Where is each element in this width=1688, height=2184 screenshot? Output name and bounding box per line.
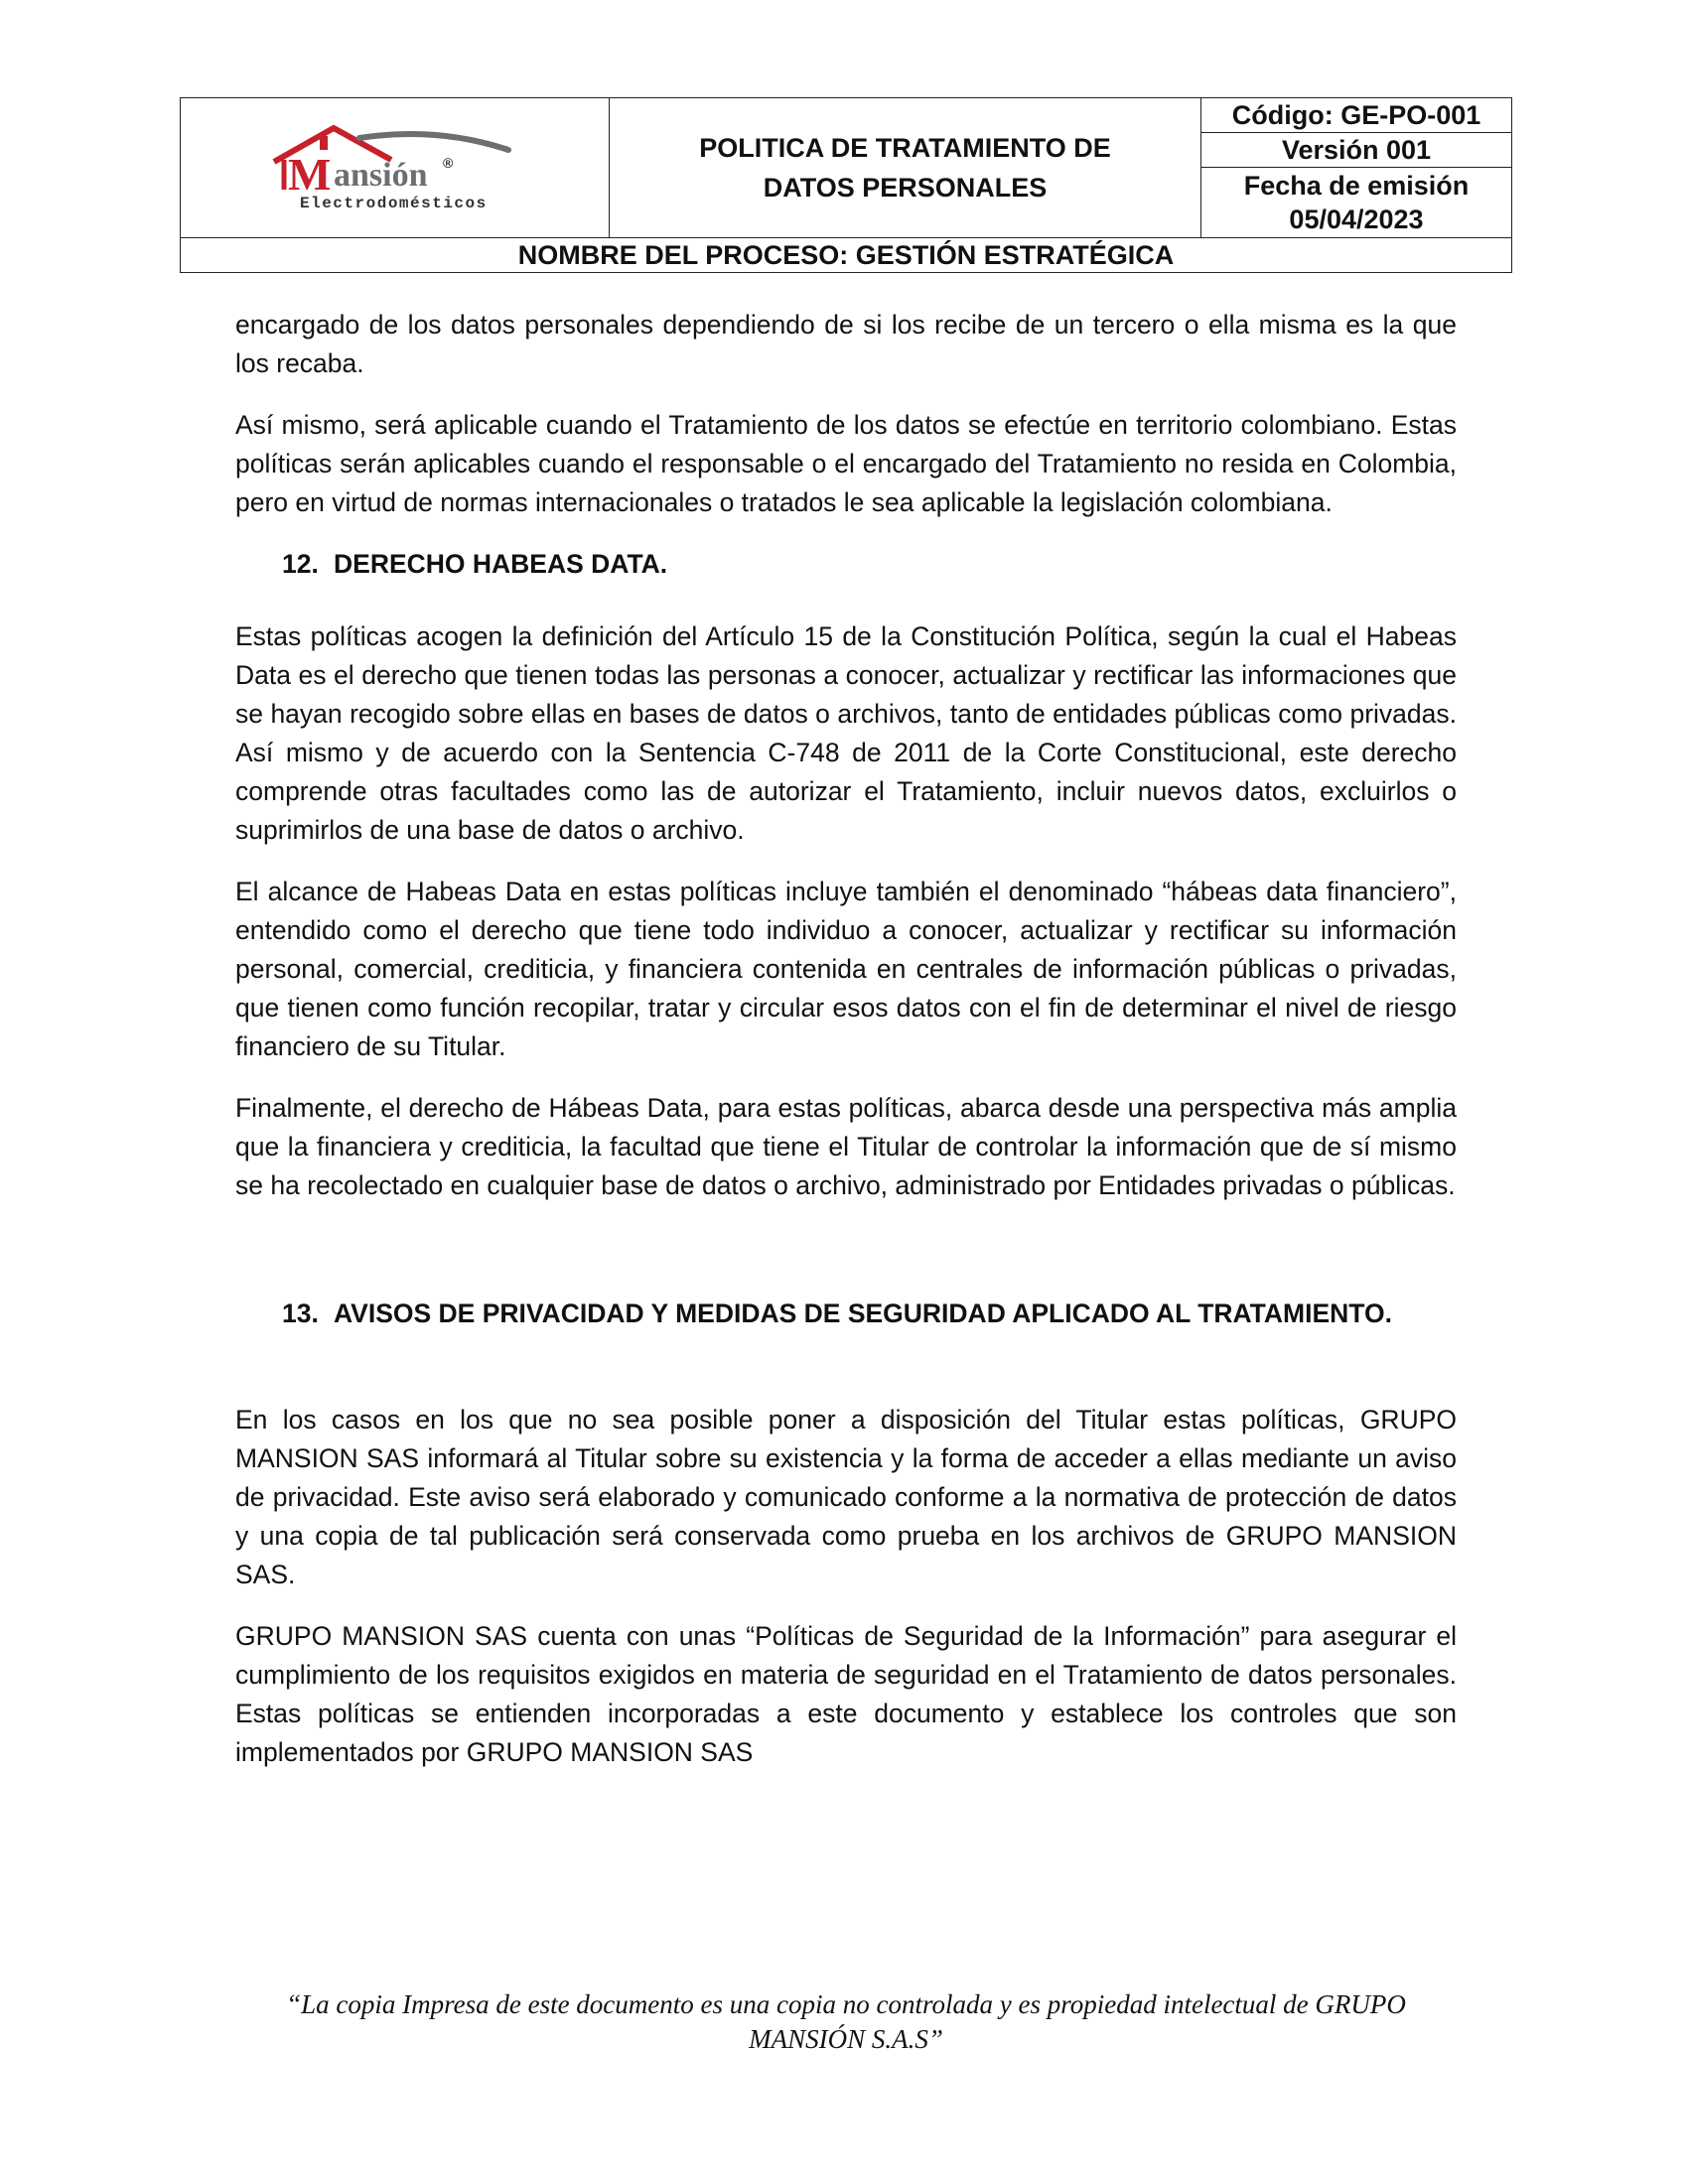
section-number: 13. [282,1298,319,1328]
company-logo-cell [181,98,610,237]
paragraph: Así mismo, será aplicable cuando el Tratamiento de los datos se efectúe en territorio colombiano. Estas políticas serán aplicables cuando el responsable o el encargado del Tratamiento no resida en Colombia, pero en virtud de normas internacionales o tratados le sea aplicable la legislación colombiana. [235,410,1457,517]
document-footer [180,1987,1512,2057]
document-version: Versión 001 [1201,133,1511,168]
logo-initial: M [288,149,332,200]
section-heading-12 [282,545,1457,584]
footer-line-2: MANSIÓN S.A.S” [749,2024,943,2054]
document-meta [1201,98,1511,237]
process-name: NOMBRE DEL PROCESO: GESTIÓN ESTRATÉGICA [181,237,1511,272]
document-title [610,98,1201,237]
document-code: Código: GE-PO-001 [1201,98,1511,133]
section-heading-13 [282,1295,1457,1333]
document-header [180,97,1512,273]
title-line-2: DATOS PERSONALES [763,173,1048,203]
section-number: 12. [282,549,319,579]
paragraph: Finalmente, el derecho de Hábeas Data, para estas políticas, abarca desde una perspectiva más amplia que la financiera y crediticia, la facultad que tiene el Titular de controlar la información que de sí mismo se ha recolectado en cualquier base de datos o archivo, administrado por Entidades privadas o públicas. [235,1093,1457,1200]
logo-brand: ansión [334,157,428,194]
issue-date-label: Fecha de emisión [1243,171,1470,201]
paragraph: El alcance de Habeas Data en estas políticas incluye también el denominado “hábeas data financiero”, entendido como el derecho que tiene todo individuo a conocer, actualizar y rectificar su información personal, comercial, crediticia, y financiera contenida en centrales de información públicas o privadas, que tienen como función recopilar, tratar y circular esos datos con el fin de determinar el nivel de riesgo financiero de su Titular. [235,877,1457,1061]
paragraph: encargado de los datos personales dependiendo de si los recibe de un tercero o ella misma es la que los recaba. [235,310,1457,378]
logo-subtitle: Electrodomésticos [300,195,488,212]
paragraph: En los casos en los que no sea posible poner a disposición del Titular estas políticas, GRUPO MANSION SAS informará al Titular sobre su existencia y la forma de acceder a ellas mediante un aviso de privacidad. Este aviso será elaborado y comunicado conforme a la normativa de protección de datos y una copia de tal publicación será conservada como prueba en los archivos de GRUPO MANSION SAS. [235,1405,1457,1589]
document-body [235,306,1457,1795]
issue-date-value: 05/04/2023 [1289,205,1424,234]
paragraph: GRUPO MANSION SAS cuenta con unas “Políticas de Seguridad de la Información” para asegurar el cumplimiento de los requisitos exigidos en materia de seguridad en el Tratamiento de datos personales. Estas políticas se entienden incorporadas a este documento y establece los controles que son implementados por GRUPO MANSION SAS [235,1621,1457,1767]
issue-date-cell [1201,168,1511,237]
title-line-1: POLITICA DE TRATAMIENTO DE [699,133,1111,163]
paragraph: Estas políticas acogen la definición del Artículo 15 de la Constitución Política, según la cual el Habeas Data es el derecho que tienen todas las personas a conocer, actualizar y rectificar las informaciones que se hayan recogido sobre ellas en bases de datos o archivos, tanto de entidades públicas como privadas. Así mismo y de acuerdo con la Sentencia C-748 de 2011 de la Corte Constitucional, este derecho comprende otras facultades como las de autorizar el Tratamiento, incluir nuevos datos, excluirlos o suprimirlos de una base de datos o archivo. [235,621,1457,845]
footer-line-1: “La copia Impresa de este documento es una copia no controlada y es propiedad intelectual de GRUPO [286,1989,1406,2019]
section-title: DERECHO HABEAS DATA. [334,549,668,579]
logo-registered: ® [443,155,454,171]
mansion-logo [272,124,520,215]
section-title: AVISOS DE PRIVACIDAD Y MEDIDAS DE SEGURIDAD APLICADO AL TRATAMIENTO. [334,1298,1392,1328]
